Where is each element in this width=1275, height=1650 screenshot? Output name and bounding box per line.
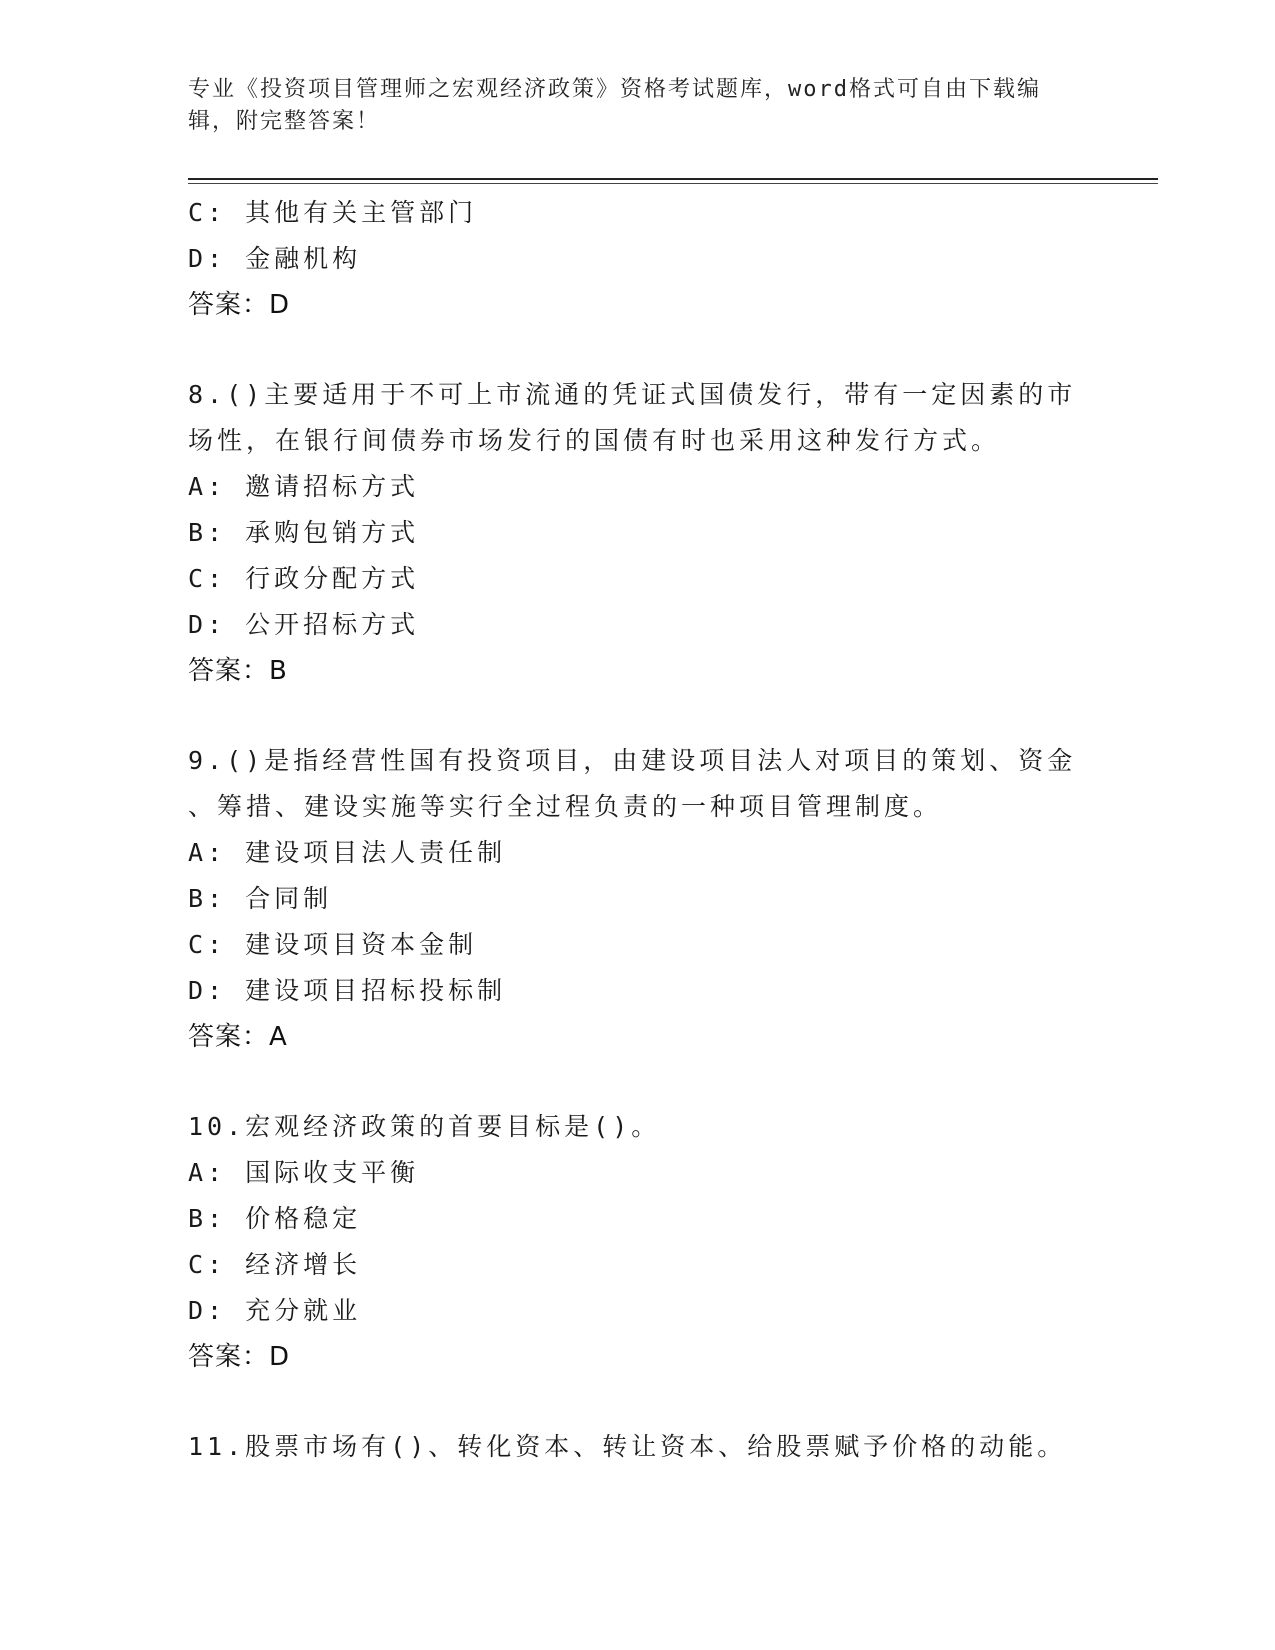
spacer xyxy=(188,328,1088,372)
option-b: B: 承购包销方式 xyxy=(188,518,420,547)
option-c: C: 建设项目资本金制 xyxy=(188,930,478,959)
question-11 xyxy=(188,1424,1088,1470)
option-d: D: 公开招标方式 xyxy=(188,610,420,639)
option-a: A: 邀请招标方式 xyxy=(188,472,420,501)
question-stem: 10.宏观经济政策的首要目标是()。 xyxy=(188,1112,661,1141)
question-list xyxy=(188,190,1088,1470)
question-9 xyxy=(188,738,1088,1060)
answer: 答案：A xyxy=(188,1022,288,1052)
answer: 答案：D xyxy=(188,290,291,320)
option-d: D: 金融机构 xyxy=(188,244,362,273)
header-divider-thin xyxy=(188,183,1158,184)
answer: 答案：B xyxy=(188,656,288,686)
question-stem: 8.()主要适用于不可上市流通的凭证式国债发行，带有一定因素的市 xyxy=(188,380,1077,409)
header-line-1: 专业《投资项目管理师之宏观经济政策》资格考试题库，word格式可自由下载编 xyxy=(188,77,1041,102)
question-stem-continued: 场性，在银行间债券市场发行的国债有时也采用这种发行方式。 xyxy=(188,426,1001,455)
question-10 xyxy=(188,1104,1088,1380)
option-c: C: 经济增长 xyxy=(188,1250,362,1279)
answer: 答案：D xyxy=(188,1342,291,1372)
option-d: D: 充分就业 xyxy=(188,1296,362,1325)
spacer xyxy=(188,1060,1088,1104)
option-b: B: 合同制 xyxy=(188,884,333,913)
question-7-tail xyxy=(188,190,1088,328)
question-8 xyxy=(188,372,1088,694)
question-stem: 9.()是指经营性国有投资项目，由建设项目法人对项目的策划、资金 xyxy=(188,746,1077,775)
question-stem-continued: 、筹措、建设实施等实行全过程负责的一种项目管理制度。 xyxy=(188,792,943,821)
header-divider-thick xyxy=(188,178,1158,180)
option-d: D: 建设项目招标投标制 xyxy=(188,976,507,1005)
document-header xyxy=(188,74,1088,138)
option-c: C: 行政分配方式 xyxy=(188,564,420,593)
option-b: B: 价格稳定 xyxy=(188,1204,362,1233)
spacer xyxy=(188,694,1088,738)
header-line-2: 辑，附完整答案！ xyxy=(188,109,381,134)
option-a: A: 国际收支平衡 xyxy=(188,1158,420,1187)
option-c: C: 其他有关主管部门 xyxy=(188,198,478,227)
question-stem: 11.股票市场有()、转化资本、转让资本、给股票赋予价格的动能。 xyxy=(188,1432,1067,1461)
spacer xyxy=(188,1380,1088,1424)
option-a: A: 建设项目法人责任制 xyxy=(188,838,507,867)
